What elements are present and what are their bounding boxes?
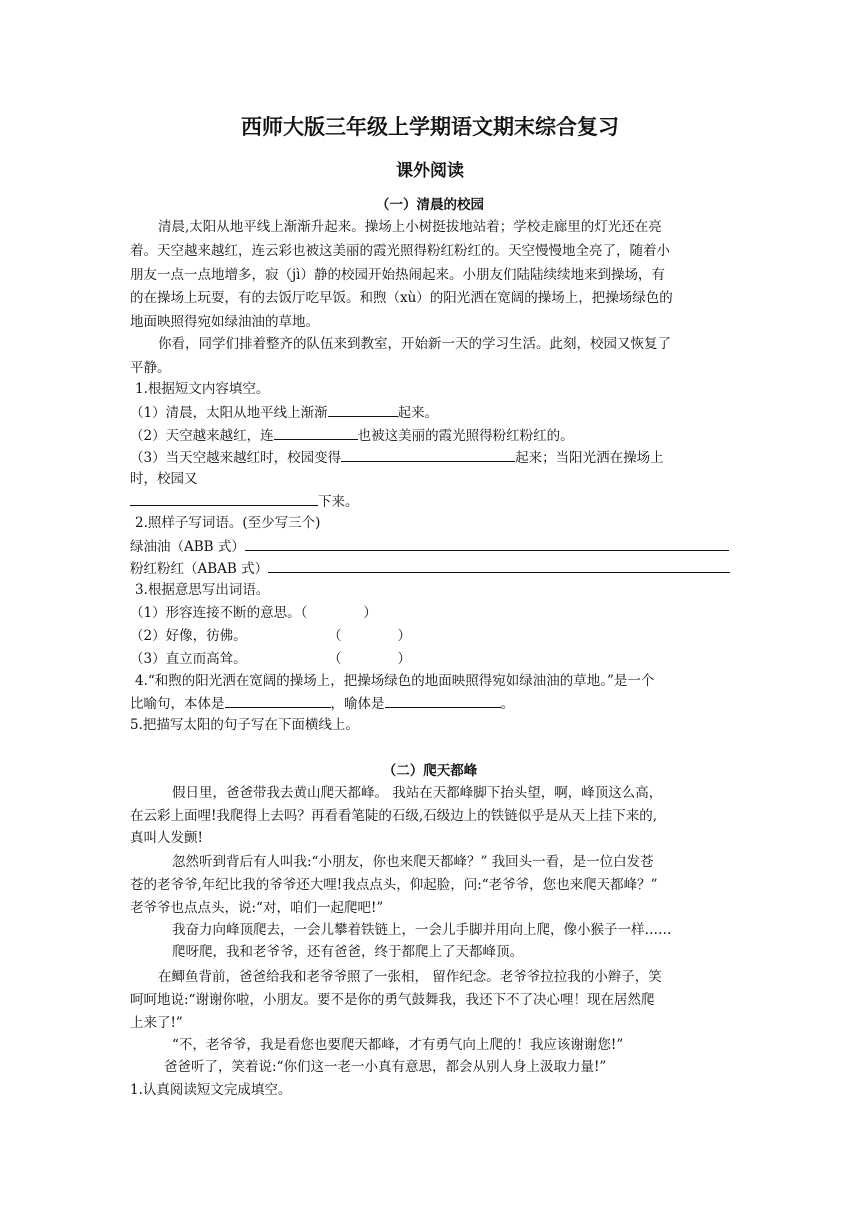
question3-a-text: （1）形容连接不断的意思。（: [130, 605, 308, 621]
question3-item-c: [130, 648, 730, 670]
section2-line13: 爸爸听了，笑着说:“你们这一老一小真有意思，都会从别人身上汲取力量!”: [164, 1059, 607, 1075]
question1-stem: 1.根据短文内容填空。: [135, 381, 270, 397]
question2-stem: 2.照样子写词语。(至少写三个): [135, 515, 321, 531]
answer-blank[interactable]: [328, 401, 398, 417]
page-subtitle: 课外阅读: [396, 161, 464, 181]
question2-a-text: 绿油油（ABB 式）: [130, 539, 245, 555]
close-paren: ）: [363, 605, 377, 621]
section2-line12: “不，老爷爷，我是看您也要爬天都峰，才有勇气向上爬的！我应该谢谢您!”: [172, 1037, 624, 1053]
question1-item-c-line3: [130, 490, 730, 513]
section2-line5: 苍的老爷爷,年纪比我的爷爷还大哩!我点点头，仰起脸，问:“老爷爷，您也来爬天都峰？”: [130, 877, 658, 893]
question1-a-tail: 起来。: [397, 405, 439, 421]
question1-c-text: （3）当天空越来越红时，校园变得: [130, 450, 342, 466]
question3-item-a: [130, 602, 730, 624]
question1-item-c-line2: 时，校园又: [130, 471, 198, 487]
answer-blank[interactable]: [385, 692, 501, 708]
question1-item-b: [130, 424, 730, 447]
section2-line2: 在云彩上面哩!我爬得上去吗？再看看笔陡的石级,石级边上的铁链似乎是从天上挂下来的,: [130, 808, 658, 824]
question4-tail: 。: [500, 696, 514, 712]
answer-blank[interactable]: [225, 692, 331, 708]
section1-para1-line2: 着。天空越来越红，连云彩也被这美丽的霞光照得粉红粉红的。天空慢慢地全亮了，随着小: [130, 243, 670, 259]
question4-text: 比喻句，本体是: [130, 696, 225, 712]
question1-c-tail: 下来。: [318, 494, 359, 510]
section2-line4: 忽然听到背后有人叫我:“小朋友，你也来爬天都峰？” 我回头一看，是一位白发苍: [172, 854, 654, 870]
question1-a-text: （1）清晨，太阳从地平线上渐渐: [130, 405, 328, 421]
section1-para1-line1: 清晨,太阳从地平线上渐渐升起来。操场上小树挺拔地站着；学校走廊里的灯光还在亮: [158, 219, 662, 235]
section2-line9: 在鲫鱼背前，爸爸给我和老爷爷照了一张相， 留作纪念。老爷爷拉拉我的小辫子，笑: [158, 969, 662, 985]
answer-blank[interactable]: [341, 446, 515, 462]
question4-mid: ，喻体是: [330, 696, 385, 712]
question1-item-c: [130, 446, 730, 469]
answer-blank[interactable]: [274, 424, 358, 440]
question1-c-mid: 起来；当阳光洒在操场上: [515, 450, 664, 466]
open-paren: （: [328, 651, 342, 667]
question1-b-text: （2）天空越来越红，连: [130, 428, 274, 444]
section1-para1-line4: 的在操场上玩耍，有的去饭厅吃早饭。和煦（xù）的阳光洒在宽阔的操场上，把操场绿色的: [130, 290, 673, 306]
question3-c-text: （3）直立而高耸。: [130, 651, 247, 667]
answer-line[interactable]: [268, 557, 730, 573]
question3-item-b: [130, 625, 730, 647]
section2-line7: 我奋力向峰顶爬去，一会儿攀着铁链上，一会儿手脚并用向上爬，像小猴子一样……: [172, 922, 672, 938]
question1-item-a: [130, 401, 730, 424]
section2-line1: 假日里，爸爸带我去黄山爬天都峰。 我站在天都峰脚下抬头望，啊，峰顶这么高，: [172, 785, 663, 801]
section1-para1-line5: 地面映照得宛如绿油油的草地。: [130, 314, 319, 330]
section1-para1-line3: 朋友一点一点地增多，寂（jì）静的校园开始热闹起来。小朋友们陆陆续续地来到操场，有: [130, 267, 666, 283]
section2-line11: 上来了!”: [130, 1015, 183, 1031]
question5: 5.把描写太阳的句子写在下面横线上。: [130, 717, 359, 733]
question4-line1: 4.“和煦的阳光洒在宽阔的操场上，把操场绿色的地面映照得宛如绿油油的草地。”是一个: [135, 673, 655, 689]
open-paren: （: [328, 628, 342, 644]
question3-b-text: （2）好像，彷佛。: [130, 628, 247, 644]
section2-line8: 爬呀爬，我和老爷爷，还有爸爸，终于都爬上了天都峰顶。: [172, 944, 523, 960]
section2-question1: 1.认真阅读短文完成填空。: [130, 1082, 292, 1098]
section1-para2-line1: 你看，同学们排着整齐的队伍来到教室，开始新一天的学习生活。此刻，校园又恢复了: [158, 336, 671, 352]
section2-line10: 呵呵地说:“谢谢你啦，小朋友。要不是你的勇气鼓舞我，我还下不了决心哩！现在居然爬: [130, 992, 655, 1008]
question2-b-text: 粉红粉红（ABAB 式）: [130, 561, 269, 577]
section2-line3: 真叫人发颤!: [130, 830, 203, 846]
close-paren: ）: [397, 651, 411, 667]
answer-line[interactable]: [245, 535, 729, 551]
question2-item-b: [130, 557, 730, 580]
section2-line6: 老爷爷也点点头，说:“对，咱们一起爬吧!”: [130, 900, 384, 916]
section2-heading: （二）爬天都峰: [382, 763, 478, 779]
question4-line2: [130, 692, 730, 715]
section1-heading: （一）清晨的校园: [376, 197, 484, 213]
question1-b-tail: 也被这美丽的霞光照得粉红粉红的。: [357, 428, 574, 444]
page-title: 西师大版三年级上学期语文期末综合复习: [241, 116, 619, 138]
question3-stem: 3.根据意思写出词语。: [135, 582, 270, 598]
close-paren: ）: [397, 628, 411, 644]
answer-blank[interactable]: [130, 490, 318, 506]
question2-item-a: [130, 535, 730, 558]
section1-para2-line2: 平静。: [130, 360, 171, 376]
